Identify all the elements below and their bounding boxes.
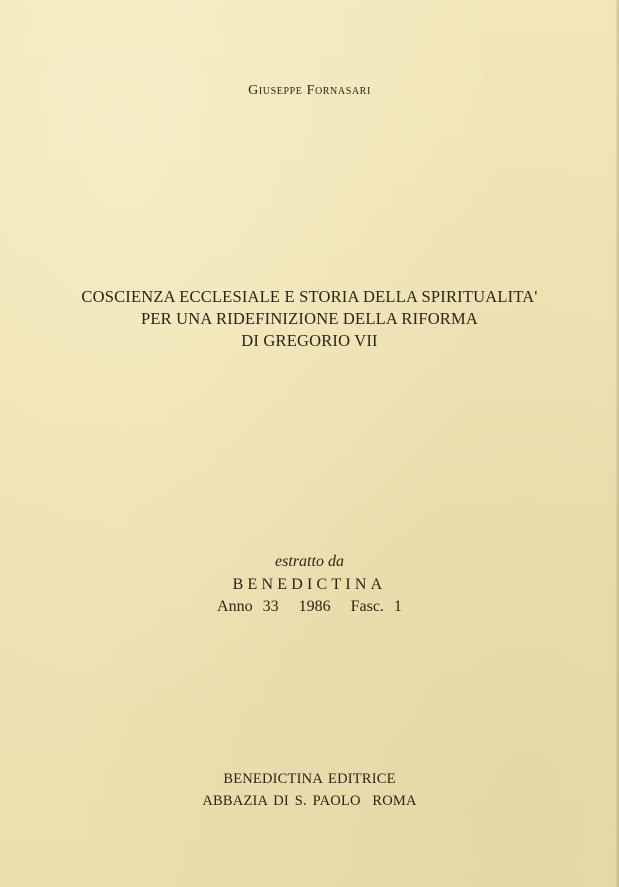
publisher-block: [0, 768, 619, 812]
author-name: Giuseppe Fornasari: [248, 83, 371, 98]
publisher-line-1: BENEDICTINA EDITRICE: [223, 771, 396, 787]
title-block: [0, 286, 619, 352]
extract-block: [0, 551, 619, 618]
issue-info: Anno 33 1986 Fasc. 1: [217, 598, 402, 615]
title-line-1: COSCIENZA ECCLESIALE E STORIA DELLA SPIRITUALITA': [81, 287, 538, 306]
extract-label: estratto da: [275, 553, 344, 570]
publisher-line-2: ABBAZIA DI S. PAOLO ROMA: [202, 793, 417, 809]
title-line-3: DI GREGORIO VII: [241, 331, 378, 350]
title-line-2: PER UNA RIDEFINIZIONE DELLA RIFORMA: [141, 309, 478, 328]
journal-name: BENEDICTINA: [232, 576, 387, 593]
